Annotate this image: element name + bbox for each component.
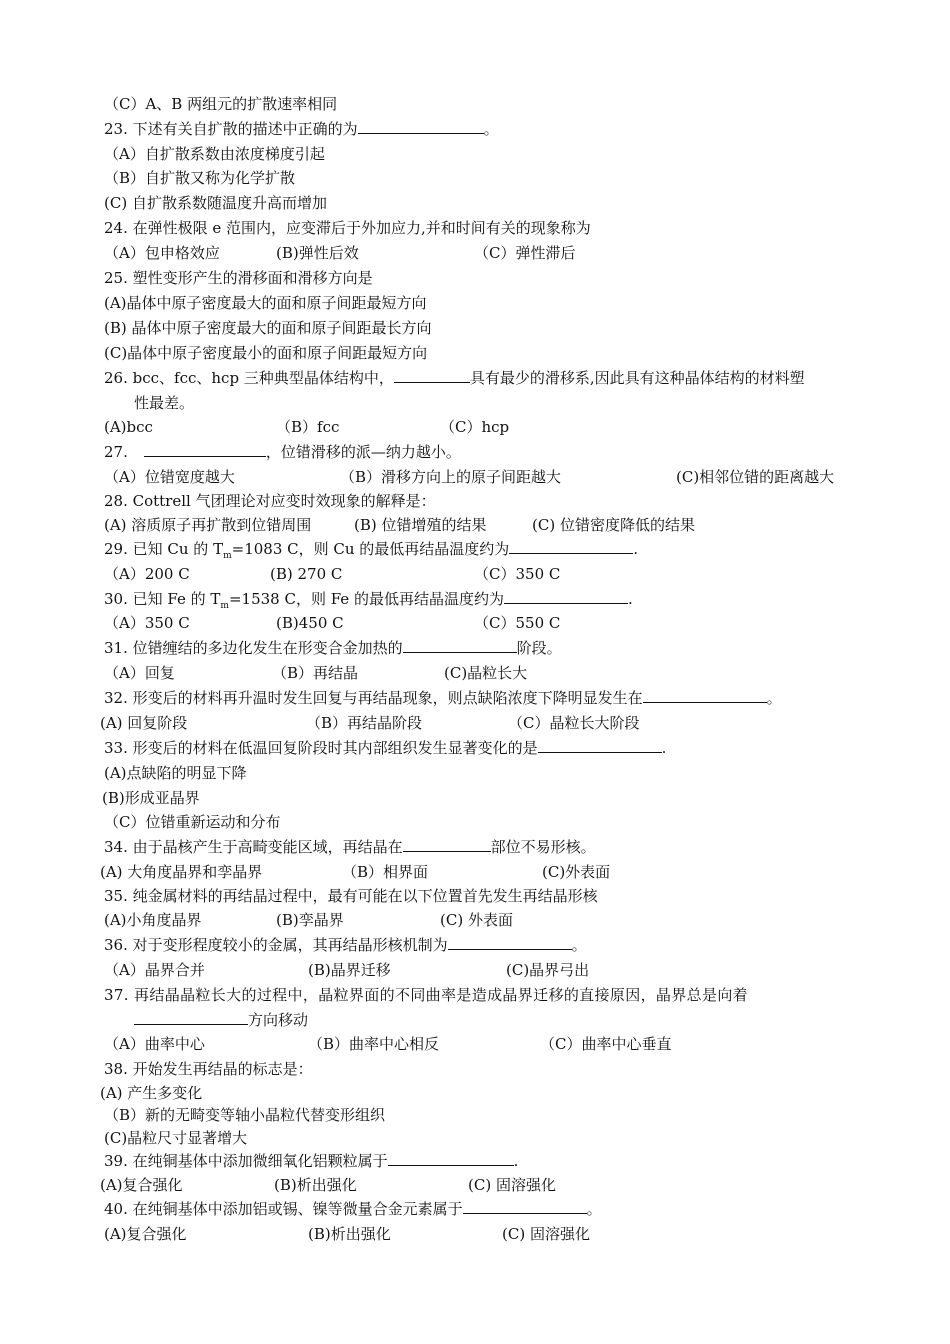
q35-option-c: (C) 外表面 — [440, 911, 513, 929]
q24-option-a: （A）包申格效应 — [104, 244, 220, 262]
q29-subscript: m — [223, 551, 232, 561]
q34-option-b: （B）相界面 — [342, 863, 429, 881]
q30-options-line — [0, 611, 950, 635]
q35-stem: 35. 纯金属材料的再结晶过程中，最有可能在以下位置首先发生再结晶形核 — [104, 887, 598, 905]
q36-stem-line — [0, 933, 950, 957]
q22-option-c: （C）A、B 两组元的扩散速率相同 — [104, 95, 338, 113]
q23-option-b: （B）自扩散又称为化学扩散 — [104, 169, 296, 187]
q31-option-b: （B）再结晶 — [272, 664, 359, 682]
q23-option-a-line — [0, 142, 950, 166]
q28-option-c: (C) 位错密度降低的结果 — [532, 516, 695, 534]
q25-option-b: (B) 晶体中原子密度最大的面和原子间距最长方向 — [104, 319, 432, 337]
q34-option-c: (C)外表面 — [542, 863, 611, 881]
q32-options-line — [0, 711, 950, 735]
q36-answer-blank[interactable] — [448, 933, 572, 950]
q33-stem-line — [0, 736, 950, 760]
q37-stem: 37. 再结晶晶粒长大的过程中，晶粒界面的不同曲率是造成晶界迁移的直接原因，晶界总是向着 — [104, 986, 749, 1004]
q31-stem — [104, 636, 562, 660]
q39-stem-line — [0, 1149, 950, 1173]
q37-stem-line — [0, 983, 950, 1007]
q30-subscript: m — [220, 601, 229, 611]
q30-stem-pre: 30. 已知 Fe 的 T — [104, 590, 221, 608]
q25-option-c-line — [0, 341, 950, 365]
q25-option-a: (A)晶体中原子密度最大的面和原子间距最短方向 — [104, 294, 427, 312]
q27-stem-line — [0, 440, 950, 464]
q24-option-c: （C）弹性滞后 — [474, 244, 576, 262]
q34-stem-text: 34. 由于晶核产生于高畸变能区域，再结晶在 — [104, 838, 403, 856]
q39-stem — [104, 1149, 518, 1173]
q29-stem-post: =1083 C，则 Cu 的最低再结晶温度约为 — [231, 540, 510, 558]
q27-option-b: （B）滑移方向上的原子间距越大 — [340, 468, 562, 486]
q38-option-c-line — [0, 1126, 950, 1150]
q25-option-a-line — [0, 291, 950, 315]
q30-stem-post: =1538 C，则 Fe 的最低再结晶温度约为 — [228, 590, 504, 608]
q29-stem-pre: 29. 已知 Cu 的 T — [104, 540, 224, 558]
q34-stem-end: 部位不易形核。 — [490, 838, 596, 856]
q36-stem-end: 。 — [571, 936, 587, 954]
q30-answer-blank[interactable] — [504, 587, 628, 604]
q38-stem-line — [0, 1057, 950, 1081]
q25-option-c: (C)晶体中原子密度最小的面和原子间距最短方向 — [104, 344, 428, 362]
q35-stem-line — [0, 884, 950, 908]
q32-answer-blank[interactable] — [643, 686, 767, 703]
q34-stem-line — [0, 835, 950, 859]
q38-option-b-line — [0, 1103, 950, 1127]
q38-option-a: (A) 产生多变化 — [100, 1084, 203, 1102]
q32-option-b: （B）再结晶阶段 — [306, 714, 423, 732]
q27-stem — [104, 440, 461, 464]
q27-answer-blank[interactable] — [144, 440, 266, 457]
q31-options-line — [0, 661, 950, 685]
q40-stem-text: 40. 在纯铜基体中添加铝或锡、镍等微量合金元素属于 — [104, 1200, 463, 1218]
q36-options-line — [0, 958, 950, 982]
q23-option-c-line — [0, 191, 950, 215]
q32-option-a: (A) 回复阶段 — [100, 714, 188, 732]
q36-option-b: (B)晶界迁移 — [308, 961, 391, 979]
q30-option-b: (B)450 C — [276, 614, 344, 632]
q26-continuation: 性最差。 — [134, 394, 195, 412]
q27-options-line — [0, 465, 950, 489]
q39-stem-end: . — [513, 1152, 519, 1170]
q29-option-a: （A）200 C — [104, 565, 190, 583]
q36-stem-text: 36. 对于变形程度较小的金属，其再结晶形核机制为 — [104, 936, 448, 954]
q38-option-a-line — [0, 1081, 950, 1105]
q28-option-a: (A) 溶质原子再扩散到位错周围 — [104, 516, 312, 534]
q29-stem-end: . — [633, 540, 639, 558]
q29-options-line — [0, 562, 950, 586]
q24-options-line — [0, 241, 950, 265]
q28-stem-line — [0, 489, 950, 513]
q30-stem-line — [0, 587, 950, 611]
q26-options-line — [0, 415, 950, 439]
q23-answer-blank[interactable] — [358, 117, 484, 134]
q24-option-b: (B)弹性后效 — [276, 244, 359, 262]
q40-options-line — [0, 1222, 950, 1246]
q27-option-c: (C)相邻位错的距离越大 — [676, 468, 835, 486]
q39-option-b: (B)析出强化 — [274, 1176, 357, 1194]
q27-stem-text: ，位错滑移的派—纳力越小。 — [265, 443, 461, 461]
q32-option-c: （C）晶粒长大阶段 — [508, 714, 640, 732]
q22-option-c-line — [0, 92, 950, 116]
q30-stem-end: . — [627, 590, 633, 608]
q33-option-a: (A)点缺陷的明显下降 — [104, 764, 247, 782]
q34-answer-blank[interactable] — [403, 835, 491, 852]
q37-continuation-text: 方向移动 — [248, 1011, 309, 1029]
q33-option-c-line — [0, 810, 950, 834]
q32-stem-end: 。 — [766, 689, 782, 707]
q37-option-c: （C）曲率中心垂直 — [540, 1035, 672, 1053]
q23-stem-text: 23. 下述有关自扩散的描述中正确的为 — [104, 120, 358, 138]
q26-stem-tail: 具有最少的滑移系,因此具有这种晶体结构的材料塑 — [469, 369, 805, 387]
q26-stem-text: 26. bcc、fcc、hcp 三种典型晶体结构中， — [104, 369, 394, 387]
q37-continuation-line — [0, 1008, 950, 1032]
q25-stem-line — [0, 266, 950, 290]
q26-answer-blank[interactable] — [394, 366, 470, 383]
q33-option-a-line — [0, 761, 950, 785]
q28-options-line — [0, 513, 950, 537]
q34-option-a: (A) 大角度晶界和孪晶界 — [100, 863, 263, 881]
q39-option-c: (C) 固溶强化 — [468, 1176, 556, 1194]
q31-option-c: (C)晶粒长大 — [444, 664, 528, 682]
q25-option-b-line — [0, 316, 950, 340]
q29-stem-line — [0, 537, 950, 561]
q39-options-line — [0, 1173, 950, 1197]
q31-stem-line — [0, 636, 950, 660]
q40-option-b: (B)析出强化 — [308, 1225, 391, 1243]
q40-stem-end: 。 — [586, 1200, 602, 1218]
q37-continuation — [134, 1008, 308, 1032]
q24-stem-line — [0, 216, 950, 240]
q39-option-a: (A)复合强化 — [100, 1176, 183, 1194]
q32-stem — [104, 686, 782, 710]
q35-option-a: (A)小角度晶界 — [104, 911, 202, 929]
q24-stem: 24. 在弹性极限 e 范围内，应变滞后于外加应力,并和时间有关的现象称为 — [104, 219, 591, 237]
q40-stem-line — [0, 1197, 950, 1221]
q40-option-a: (A)复合强化 — [104, 1225, 187, 1243]
q23-option-c: (C) 自扩散系数随温度升高而增加 — [104, 194, 327, 212]
q33-answer-blank[interactable] — [538, 736, 662, 753]
q35-option-b: (B)孪晶界 — [276, 911, 344, 929]
q26-stem-line — [0, 366, 950, 390]
q23-option-a: （A）自扩散系数由浓度梯度引起 — [104, 145, 325, 163]
q32-stem-text: 32. 形变后的材料再升温时发生回复与再结晶现象，则点缺陷浓度下降明显发生在 — [104, 689, 643, 707]
q38-option-b: （B）新的无畸变等轴小晶粒代替变形组织 — [104, 1106, 386, 1124]
q23-option-b-line — [0, 166, 950, 190]
q26-option-b: （B）fcc — [276, 418, 340, 436]
q36-option-a: （A）晶界合并 — [104, 961, 205, 979]
q33-stem-end: . — [661, 739, 667, 757]
q35-options-line — [0, 908, 950, 932]
q37-answer-blank[interactable] — [134, 1008, 248, 1025]
q37-option-a: （A）曲率中心 — [104, 1035, 205, 1053]
q26-option-c: （C）hcp — [440, 418, 510, 436]
q36-option-c: (C)晶界弓出 — [506, 961, 590, 979]
q27-number: 27. — [104, 443, 128, 461]
q26-option-a: (A)bcc — [104, 418, 153, 436]
q25-stem: 25. 塑性变形产生的滑移面和滑移方向是 — [104, 269, 373, 287]
q38-stem: 38. 开始发生再结晶的标志是： — [104, 1060, 313, 1078]
q33-option-b: (B)形成亚晶界 — [102, 789, 200, 807]
q39-answer-blank[interactable] — [388, 1149, 514, 1166]
q31-stem-text: 31. 位错缠结的多边化发生在形变合金加热的 — [104, 639, 403, 657]
q31-stem-end: 阶段。 — [516, 639, 562, 657]
q27-option-a: （A）位错宽度越大 — [104, 468, 235, 486]
q33-option-b-line — [0, 786, 950, 810]
q23-stem — [104, 117, 499, 141]
q34-stem — [104, 835, 596, 859]
q32-stem-line — [0, 686, 950, 710]
q29-option-b: (B) 270 C — [270, 565, 343, 583]
q28-stem: 28. Cottrell 气团理论对应变时效现象的解释是： — [104, 492, 436, 510]
q33-option-c: （C）位错重新运动和分布 — [104, 813, 281, 831]
q36-stem — [104, 933, 587, 957]
q30-option-a: （A）350 C — [104, 614, 190, 632]
q34-options-line — [0, 860, 950, 884]
q33-stem-text: 33. 形变后的材料在低温回复阶段时其内部组织发生显著变化的是 — [104, 739, 538, 757]
q38-option-c: (C)晶粒尺寸显著增大 — [104, 1129, 248, 1147]
q37-option-b: （B）曲率中心相反 — [308, 1035, 440, 1053]
q28-option-b: (B) 位错增殖的结果 — [354, 516, 487, 534]
q23-stem-line — [0, 117, 950, 141]
q26-stem — [104, 366, 805, 390]
q40-stem — [104, 1197, 602, 1221]
q29-answer-blank[interactable] — [509, 537, 633, 554]
q29-option-c: （C）350 C — [474, 565, 561, 583]
q39-stem-text: 39. 在纯铜基体中添加微细氧化铝颗粒属于 — [104, 1152, 388, 1170]
q40-answer-blank[interactable] — [463, 1197, 587, 1214]
q26-continuation-line — [0, 391, 950, 415]
q33-stem — [104, 736, 666, 760]
q31-answer-blank[interactable] — [403, 636, 517, 653]
q37-options-line — [0, 1032, 950, 1056]
q40-option-c: (C) 固溶强化 — [502, 1225, 590, 1243]
q23-stem-end: 。 — [483, 120, 499, 138]
q31-option-a: （A）回复 — [104, 664, 175, 682]
q30-option-c: （C）550 C — [474, 614, 561, 632]
